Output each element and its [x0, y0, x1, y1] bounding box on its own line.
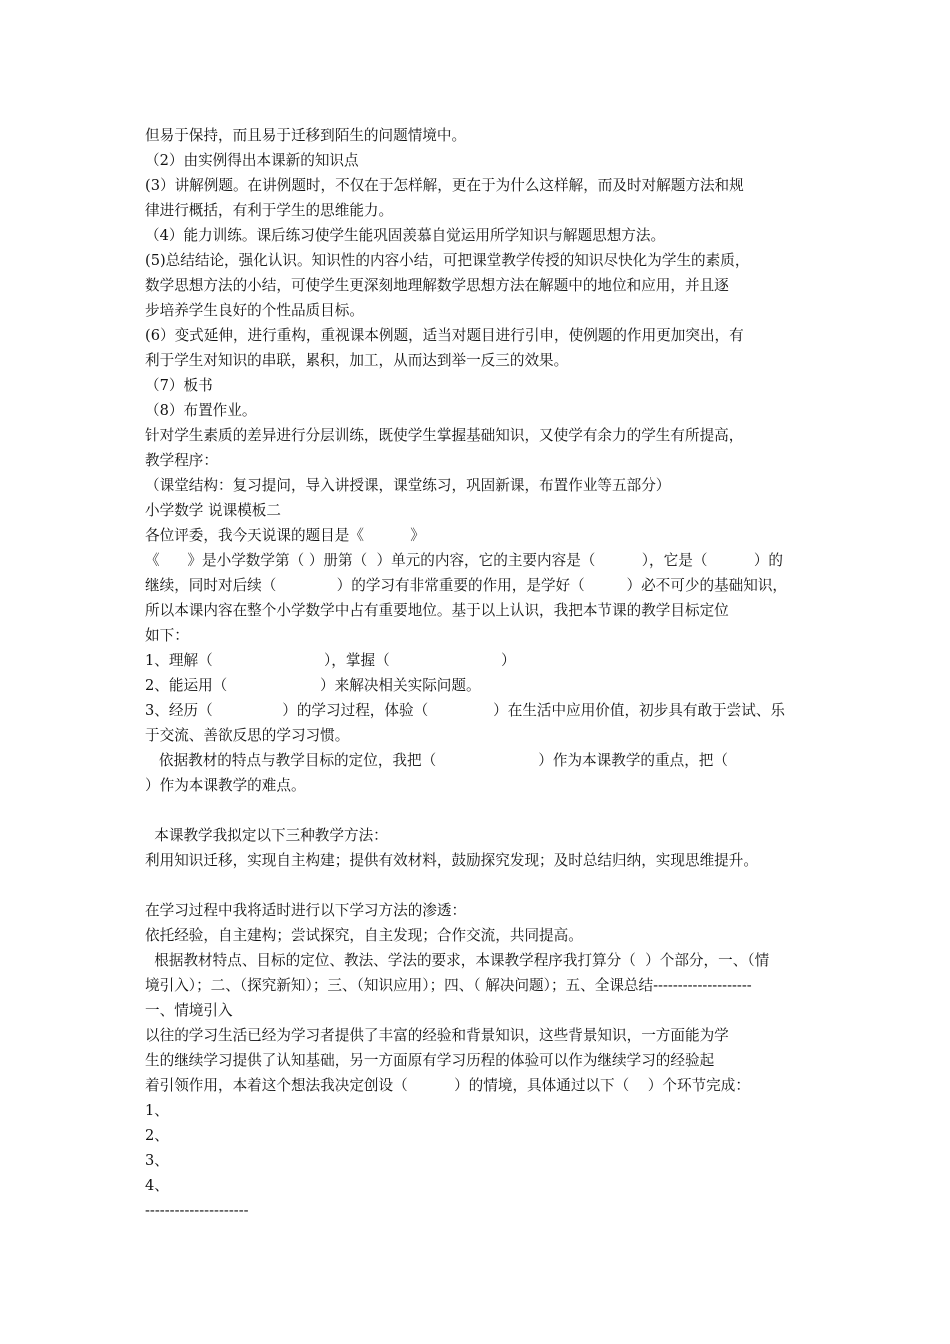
text-line: 在学习过程中我将适时进行以下学习方法的渗透： [145, 902, 467, 919]
text-line: 教学程序： [145, 452, 218, 469]
text-line: 境引入）；二、（探究新知）；三、（知识应用）；四、（ 解决问题）；五、全课总结-------------------- [145, 977, 752, 994]
text-line: (5)总结结论，强化认识。知识性的内容小结，可把课堂教学传授的知识尽快化为学生的素质， [145, 252, 750, 269]
text-line: ）作为本课教学的难点。 [145, 777, 306, 794]
text-line: 于交流、善欲反思的学习习惯。 [145, 727, 350, 744]
text-line: 根据教材特点、目标的定位、教法、学法的要求，本课教学程序我打算分（ ）个部分，一、（情 [145, 952, 770, 969]
section-heading: 一、情境引入 [145, 1002, 233, 1019]
text-line: 针对学生素质的差异进行分层训练，既使学生掌握基础知识，又使学有余力的学生有所提高， [145, 427, 744, 444]
text-line: (3）讲解例题。在讲例题时，不仅在于怎样解，更在于为什么这样解，而及时对解题方法和规 [145, 177, 744, 194]
text-line: 生的继续学习提供了认知基础，另一方面原有学习历程的体验可以作为继续学习的经验起 [145, 1052, 715, 1069]
document-body [145, 123, 813, 1223]
blank-line [145, 873, 813, 898]
text-line: 以往的学习生活已经为学习者提供了丰富的经验和背景知识，这些背景知识，一方面能为学 [145, 1027, 729, 1044]
text-line: （2）由实例得出本课新的知识点 [145, 152, 359, 169]
divider-dashes: --------------------- [145, 1202, 249, 1219]
text-line: 着引领作用，本着这个想法我决定创设（ ）的情境，具体通过以下（ ）个环节完成： [145, 1077, 750, 1094]
text-line: 所以本课内容在整个小学数学中占有重要地位。基于以上认识，我把本节课的教学目标定位 [145, 602, 729, 619]
text-line: 如下： [145, 627, 189, 644]
text-line: 《 》是小学数学第（ ）册第（ ）单元的内容，它的主要内容是（ ），它是（ ）的 [145, 552, 784, 569]
text-line: 1、理解（ ），掌握（ ） [145, 652, 516, 669]
text-line: 依托经验，自主建构；尝试探究，自主发现；合作交流，共同提高。 [145, 927, 583, 944]
text-line: （4）能力训练。课后练习使学生能巩固羡慕自觉运用所学知识与解题思想方法。 [145, 227, 666, 244]
list-item: 3、 [145, 1152, 169, 1169]
section-title: 小学数学 说课模板二 [145, 502, 281, 519]
text-line: 数学思想方法的小结，可使学生更深刻地理解数学思想方法在解题中的地位和应用，并且逐 [145, 277, 729, 294]
list-item: 4、 [145, 1177, 169, 1194]
text-line: 依据教材的特点与教学目标的定位，我把（ ）作为本课教学的重点，把（ [145, 752, 728, 769]
list-item: 2、 [145, 1127, 169, 1144]
list-item: 1、 [145, 1102, 169, 1119]
text-line: 2、能运用（ ）来解决相关实际问题。 [145, 677, 481, 694]
text-line: （7）板书 [145, 377, 213, 394]
text-line: （课堂结构：复习提问，导入讲授课，课堂练习，巩固新课，布置作业等五部分） [145, 477, 671, 494]
text-line: 各位评委，我今天说课的题目是《 》 [145, 527, 425, 544]
text-line: 利于学生对知识的串联，累积，加工，从而达到举一反三的效果。 [145, 352, 569, 369]
text-line: （8）布置作业。 [145, 402, 257, 419]
text-line: 步培养学生良好的个性品质目标。 [145, 302, 364, 319]
blank-line [145, 798, 813, 823]
text-line: 律进行概括，有利于学生的思维能力。 [145, 202, 394, 219]
text-line: 但易于保持，而且易于迁移到陌生的问题情境中。 [145, 127, 467, 144]
text-line: 利用知识迁移，实现自主构建；提供有效材料，鼓励探究发现；及时总结归纳，实现思维提升。 [145, 852, 758, 869]
text-line: (6）变式延伸，进行重构，重视课本例题，适当对题目进行引申，使例题的作用更加突出，有 [145, 327, 744, 344]
text-line: 继续，同时对后续（ ）的学习有非常重要的作用，是学好（ ）必不可少的基础知识， [145, 577, 788, 594]
text-line: 3、经历（ ）的学习过程，体验（ ）在生活中应用价值，初步具有敢于尝试、乐 [145, 702, 786, 719]
text-line: 本课教学我拟定以下三种教学方法： [145, 827, 388, 844]
